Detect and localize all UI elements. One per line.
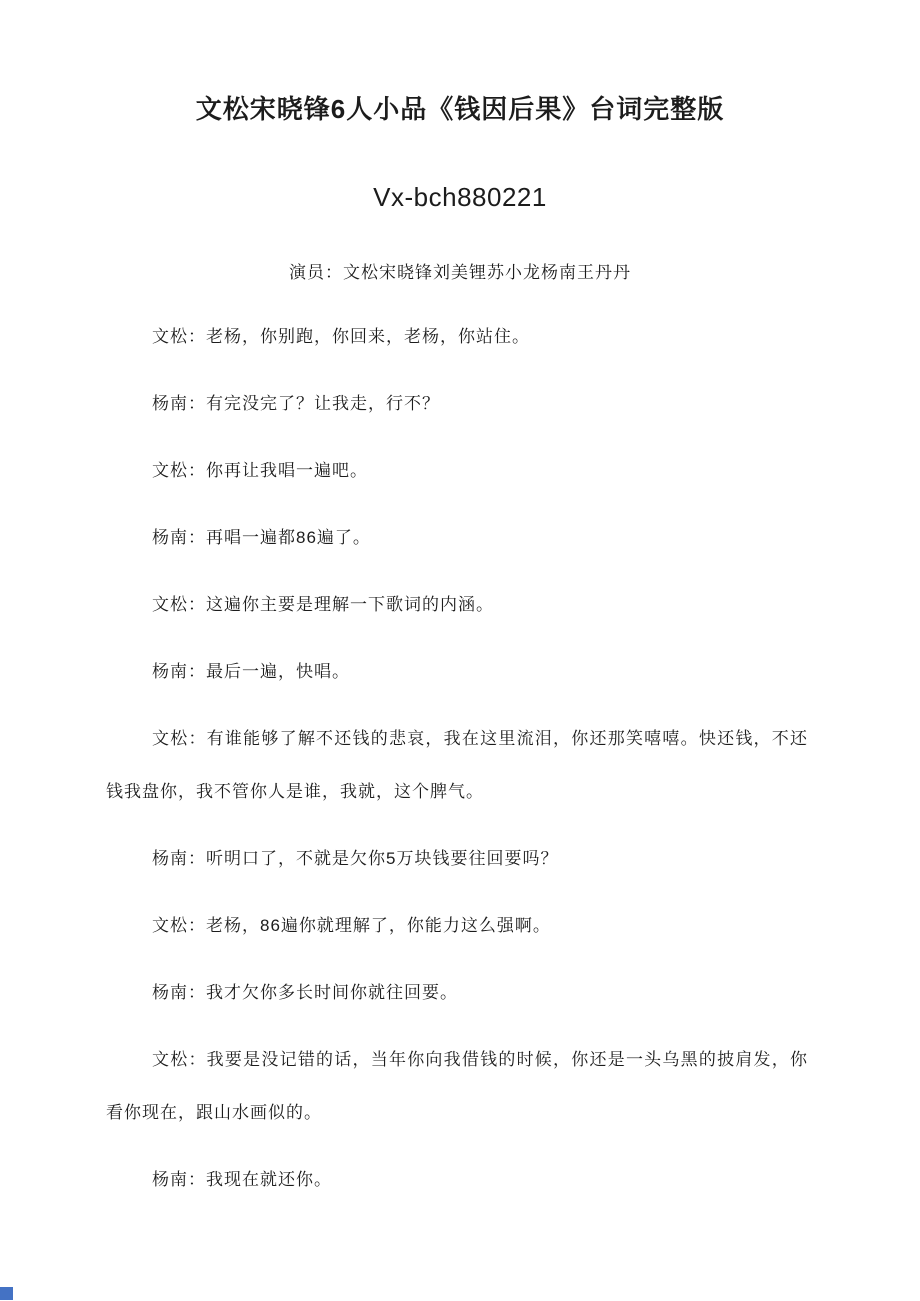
dialogue-paragraph: 杨南：听明口了，不就是欠你5万块钱要往回要吗？ — [152, 849, 559, 868]
page-corner-marker — [0, 1287, 13, 1300]
dialogue-paragraph: 文松：我要是没记错的话，当年你向我借钱的时候，你还是一头乌黑的披肩发，你看你现在，跟山水画似的。 — [106, 1050, 808, 1122]
document-subtitle: Vx-bch880221 — [373, 182, 547, 212]
dialogue-paragraph: 文松：这遍你主要是理解一下歌词的内涵。 — [152, 595, 494, 614]
cast-line: 演员：文松宋晓锋刘美锂苏小龙杨南王丹丹 — [289, 263, 631, 282]
dialogue-paragraph: 文松：有谁能够了解不还钱的悲哀，我在这里流泪，你还那笑嘻嘻。快还钱，不还钱我盘你，我不管你人是谁，我就，这个脾气。 — [106, 729, 808, 801]
dialogue-paragraph: 杨南：再唱一遍都86遍了。 — [152, 528, 371, 547]
dialogue-paragraph: 杨南：我才欠你多长时间你就往回要。 — [152, 983, 458, 1002]
dialogue-paragraph: 文松：你再让我唱一遍吧。 — [152, 461, 368, 480]
dialogue-paragraph: 杨南：我现在就还你。 — [152, 1170, 332, 1189]
document-title: 文松宋晓锋6人小品《钱因后果》台词完整版 — [195, 94, 725, 124]
dialogue-paragraph: 杨南：最后一遍，快唱。 — [152, 662, 350, 681]
dialogue-paragraph: 杨南：有完没完了？让我走，行不？ — [152, 394, 440, 413]
dialogue-paragraph: 文松：老杨，你别跑，你回来，老杨，你站住。 — [152, 327, 530, 346]
dialogue-list — [0, 310, 920, 1206]
dialogue-paragraph: 文松：老杨，86遍你就理解了，你能力这么强啊。 — [152, 916, 551, 935]
